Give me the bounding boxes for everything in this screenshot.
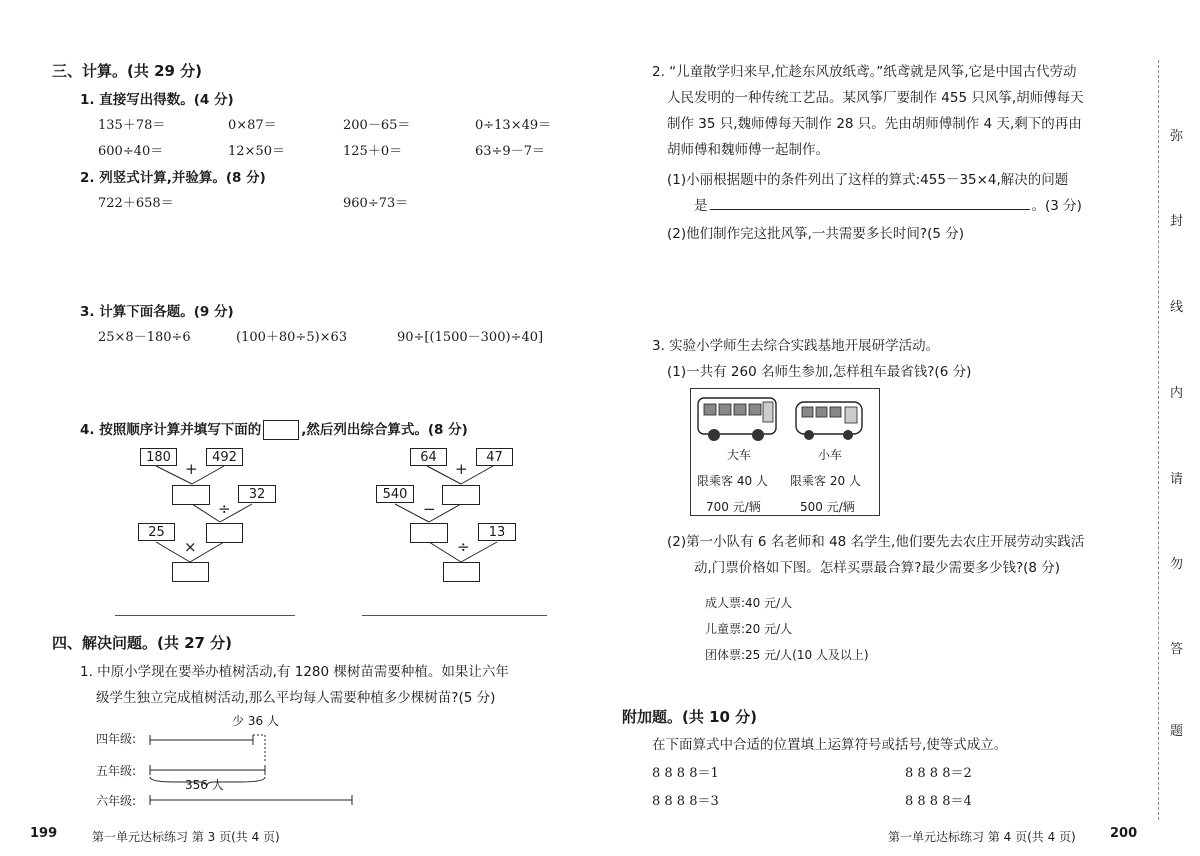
- p1-line2: 级学生独立完成植树活动,那么平均每人需要种植多少棵树苗?(5 分): [96, 690, 496, 706]
- tree2-answer-box-2[interactable]: [410, 523, 448, 543]
- tree2-op3: ÷: [457, 538, 470, 556]
- tree1-num-d: 25: [138, 523, 175, 541]
- tree2-num-b: 47: [476, 448, 513, 466]
- binding-char: 线: [1170, 300, 1184, 315]
- tree1-num-a: 180: [140, 448, 177, 466]
- tree1-op2: ÷: [218, 500, 231, 518]
- extra-eq-2[interactable]: 8 8 8 8＝2: [905, 766, 972, 781]
- q1-item: 135＋78＝: [98, 118, 166, 133]
- extra-eq-3[interactable]: 8 8 8 8＝3: [652, 794, 719, 809]
- big-bus-capacity: 限乘客 40 人: [697, 474, 768, 488]
- q3-item: (100＋80÷5)×63: [236, 330, 348, 345]
- tree2-op2: −: [423, 500, 436, 518]
- p2-line4: 胡师傅和魏师傅一起制作。: [667, 142, 829, 158]
- right-page-number: 200: [1110, 826, 1138, 841]
- q3-item: 90÷[(1500－300)÷40]: [397, 330, 544, 345]
- tree1-answer-box-2[interactable]: [206, 523, 243, 543]
- q3-label: 3. 计算下面各题。(9 分): [80, 304, 234, 320]
- q1-item: 200－65＝: [343, 118, 411, 133]
- q2-label: 2. 列竖式计算,并验算。(8 分): [80, 170, 266, 186]
- small-bus-name: 小车: [818, 448, 843, 462]
- tree1-answer-line[interactable]: [115, 615, 295, 616]
- q1-label: 1. 直接写出得数。(4 分): [80, 92, 234, 108]
- tree2-answer-box-1[interactable]: [442, 485, 480, 505]
- big-bus-name: 大车: [727, 448, 752, 462]
- tree1-op1: +: [185, 460, 198, 478]
- line-diagram: [145, 722, 365, 812]
- binding-char: 请: [1170, 472, 1184, 487]
- binding-char: 弥: [1170, 129, 1184, 144]
- q1-item: 125＋0＝: [343, 144, 403, 159]
- tree1-op3: ×: [184, 538, 197, 556]
- big-bus-price: 700 元/辆: [706, 500, 761, 514]
- answer-box-sample: [263, 420, 299, 440]
- small-bus-icon: [792, 396, 870, 444]
- extra-title: 附加题。(共 10 分): [622, 708, 758, 726]
- q2-item: 960÷73＝: [343, 196, 409, 211]
- extra-eq-4[interactable]: 8 8 8 8＝4: [905, 794, 972, 809]
- tree2-op1: +: [455, 460, 468, 478]
- p2-sub2: (2)他们制作完这批风筝,一共需要多长时间?(5 分): [667, 226, 964, 242]
- q3-item: 25×8－180÷6: [98, 330, 191, 345]
- binding-char: 勿: [1170, 557, 1184, 572]
- p2-sub1-line1: (1)小丽根据题中的条件列出了这样的算式:455－35×4,解决的问题: [667, 172, 1069, 188]
- extra-eq-1[interactable]: 8 8 8 8＝1: [652, 766, 719, 781]
- q4-label: [80, 418, 468, 440]
- tree1-answer-box-1[interactable]: [172, 485, 210, 505]
- small-bus-capacity: 限乘客 20 人: [790, 474, 861, 488]
- p3-sub2-line2: 动,门票价格如下图。怎样买票最合算?最少需要多少钱?(8 分): [694, 560, 1061, 576]
- tree1-answer-box-3[interactable]: [172, 562, 209, 582]
- section-4-title: 四、解决问题。(共 27 分): [52, 634, 233, 652]
- grade4-label: 四年级:: [96, 732, 137, 746]
- tree1-num-c: 32: [238, 485, 276, 503]
- q1-item: 0÷13×49＝: [475, 118, 552, 133]
- right-footer-text: 第一单元达标练习 第 4 页(共 4 页): [888, 830, 1076, 844]
- binding-line: [1158, 60, 1159, 820]
- small-bus-price: 500 元/辆: [800, 500, 855, 514]
- p2-line2: 人民发明的一种传统工艺品。某风筝厂要制作 455 只风筝,胡师傅每天: [667, 90, 1084, 106]
- q1-item: 0×87＝: [228, 118, 277, 133]
- q4-label-after: ,然后列出综合算式。(8 分): [301, 422, 468, 438]
- p3-sub1: (1)一共有 260 名师生参加,怎样租车最省钱?(6 分): [667, 364, 972, 380]
- left-footer-text: 第一单元达标练习 第 3 页(共 4 页): [92, 830, 280, 844]
- extra-instruction: 在下面算式中合适的位置填上运算符号或括号,使等式成立。: [652, 737, 1008, 753]
- grade6-label: 六年级:: [96, 794, 137, 808]
- p2-answer-blank[interactable]: [710, 197, 1030, 210]
- p2-line1: 2. “儿童散学归来早,忙趁东风放纸鸢。”纸鸢就是风筝,它是中国古代劳动: [652, 64, 1077, 80]
- q1-item: 12×50＝: [228, 144, 285, 159]
- left-page-number: 199: [30, 826, 58, 841]
- binding-char: 封: [1170, 214, 1184, 229]
- diagram-people-label: 356 人: [185, 778, 224, 792]
- tree2-answer-box-3[interactable]: [443, 562, 480, 582]
- q1-item: 63÷9－7＝: [475, 144, 545, 159]
- p2-line3: 制作 35 只,魏师傅每天制作 28 只。先由胡师傅制作 4 天,剩下的再由: [667, 116, 1082, 132]
- section-3-title: 三、计算。(共 29 分): [52, 62, 203, 80]
- q4-label-before: 4. 按照顺序计算并填写下面的: [80, 422, 262, 438]
- q1-item: 600÷40＝: [98, 144, 164, 159]
- binding-char: 题: [1170, 724, 1184, 739]
- grade5-label: 五年级:: [96, 764, 137, 778]
- binding-char: 答: [1170, 642, 1184, 657]
- p3-sub2-line1: (2)第一小队有 6 名老师和 48 名学生,他们要先去农庄开展劳动实践活: [667, 534, 1085, 550]
- tree2-num-d: 13: [478, 523, 516, 541]
- tree2-num-a: 64: [410, 448, 447, 466]
- diagram-less-label: 少 36 人: [232, 714, 279, 728]
- p2-sub1-line2: [694, 194, 1082, 214]
- ticket-group: 团体票:25 元/人(10 人及以上): [705, 648, 869, 662]
- big-bus-icon: [694, 392, 784, 444]
- tree2-num-c: 540: [376, 485, 414, 503]
- tree2-answer-line[interactable]: [362, 615, 547, 616]
- q2-item: 722＋658＝: [98, 196, 174, 211]
- p2-sub1-post: 。(3 分): [1031, 198, 1082, 214]
- p2-sub1-pre: 是: [694, 198, 708, 214]
- ticket-adult: 成人票:40 元/人: [705, 596, 793, 610]
- binding-char: 内: [1170, 386, 1184, 401]
- tree1-num-b: 492: [206, 448, 243, 466]
- p1-line1: 1. 中原小学现在要举办植树活动,有 1280 棵树苗需要种植。如果让六年: [80, 664, 509, 680]
- ticket-child: 儿童票:20 元/人: [705, 622, 793, 636]
- p3-line1: 3. 实验小学师生去综合实践基地开展研学活动。: [652, 338, 940, 354]
